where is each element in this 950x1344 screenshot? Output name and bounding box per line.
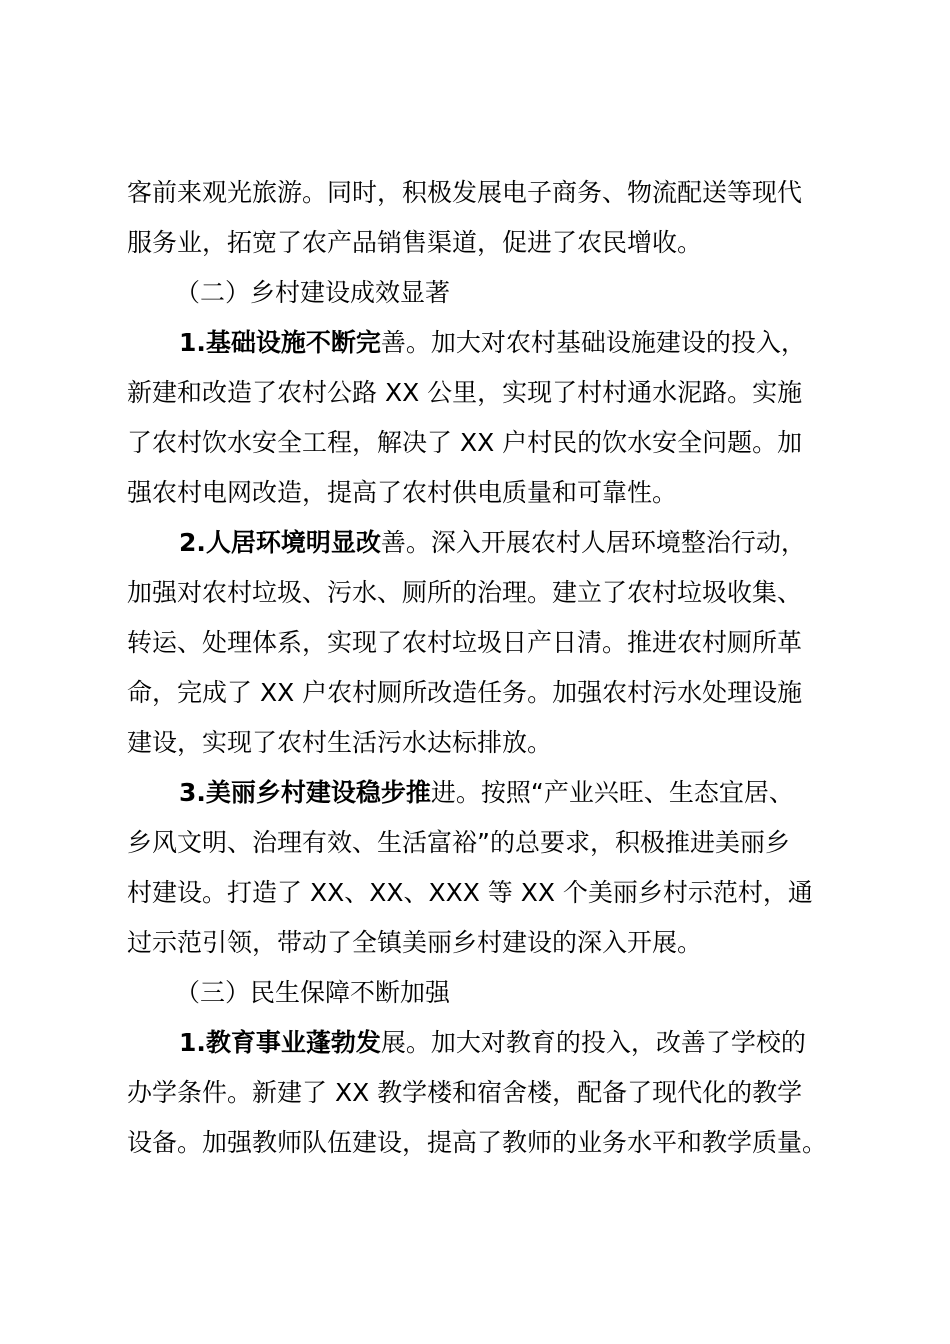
line-text: 新建和改造了农村公路 XX 公里，实现了村村通水泥路。实施	[127, 378, 803, 407]
line-text: 乡风文明、治理有效、生活富裕”的总要求，积极推进美丽乡	[127, 828, 790, 857]
heading-text: （二）乡村建设成效显著	[175, 278, 451, 307]
text-line	[127, 628, 950, 658]
paragraph-first-line	[179, 328, 950, 358]
line-text: 命，完成了 XX 户农村厕所改造任务。加强农村污水处理设施	[127, 678, 803, 707]
section-heading	[175, 278, 950, 308]
item-title: 3.美丽乡村建设稳步推	[179, 778, 431, 807]
line-text: 办学条件。新建了 XX 教学楼和宿舍楼，配备了现代化的教学	[127, 1078, 803, 1107]
item-title: 1.教育事业蓬勃发	[179, 1028, 381, 1057]
item-title: 1.基础设施不断完	[179, 328, 381, 357]
line-text: 设备。加强教师队伍建设，提高了教师的业务水平和教学质量。	[127, 1128, 828, 1157]
line-text: 强农村电网改造，提高了农村供电质量和可靠性。	[127, 478, 678, 507]
text-line	[127, 178, 950, 208]
text-line	[127, 578, 950, 608]
text-line	[127, 728, 950, 758]
paragraph-first-line	[179, 1028, 950, 1058]
text-line	[127, 428, 950, 458]
line-text: 客前来观光旅游。同时，积极发展电子商务、物流配送等现代	[127, 178, 803, 207]
paragraph-first-line	[179, 778, 950, 808]
line-text: 了农村饮水安全工程，解决了 XX 户村民的饮水安全问题。加	[127, 428, 803, 457]
line-text: 过示范引领，带动了全镇美丽乡村建设的深入开展。	[127, 928, 703, 957]
text-line	[127, 828, 950, 858]
line-text: 善。深入开展农村人居环境整治行动，	[380, 528, 806, 557]
line-text: 善。加大对农村基础设施建设的投入，	[380, 328, 806, 357]
line-text: 展。加大对教育的投入，改善了学校的	[380, 1028, 806, 1057]
text-line	[127, 678, 950, 708]
text-line	[127, 928, 950, 958]
text-line	[127, 1078, 950, 1108]
line-text: 服务业，拓宽了农产品销售渠道，促进了农民增收。	[127, 228, 703, 257]
line-text: 加强对农村垃圾、污水、厕所的治理。建立了农村垃圾收集、	[127, 578, 803, 607]
paragraph-first-line	[179, 528, 950, 558]
text-line	[127, 228, 950, 258]
text-line	[127, 1128, 950, 1158]
line-text: 转运、处理体系，实现了农村垃圾日产日清。推进农村厕所革	[127, 628, 803, 657]
text-line	[127, 378, 950, 408]
text-line	[127, 878, 950, 908]
line-text: 进。按照“产业兴旺、生态宜居、	[430, 778, 794, 807]
heading-text: （三）民生保障不断加强	[175, 978, 451, 1007]
line-text: 建设，实现了农村生活污水达标排放。	[127, 728, 553, 757]
line-text: 村建设。打造了 XX、XX、XXX 等 XX 个美丽乡村示范村，通	[127, 878, 813, 907]
item-title: 2.人居环境明显改	[179, 528, 381, 557]
section-heading	[175, 978, 950, 1008]
text-line	[127, 478, 950, 508]
